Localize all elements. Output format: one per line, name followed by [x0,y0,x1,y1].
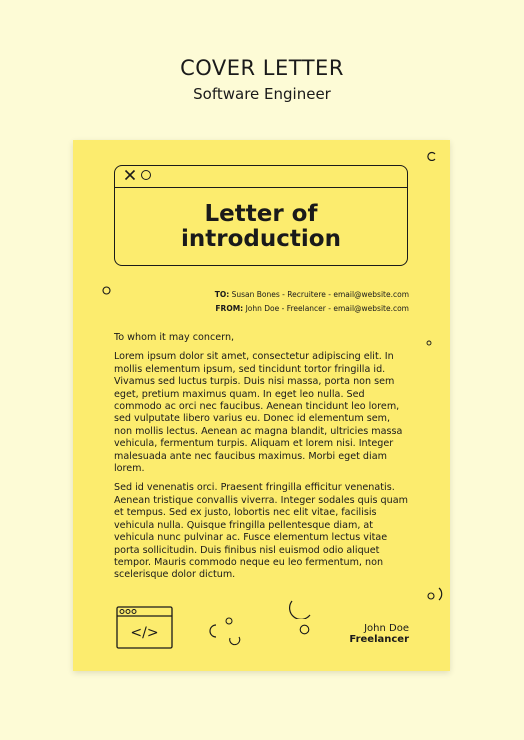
title-window [114,165,408,266]
from-text: John Doe - Freelancer - email@website.com [245,304,409,313]
deco-dot-icon [426,340,432,346]
paragraph-1: Lorem ipsum dolor sit amet, consectetur adipiscing elit. In mollis elementum ipsum, sed tincidunt tortor fringilla id. Vivamus sed luctus turpis. Duis nisi massa, porta non sem eget, pretium maximus quam. In eget leo nulla. Sed commodo ac orci nec faucibus. Aenean tincidunt leo lorem, sed vulputate libero varius eu. Donec id elementum sem, non mollis lectus. Aenean ac magna blandit, ultricies massa vehicula, fermentum turpis. Aliquam et lorem nisi. Integer malesuada ante nec faucibus maximus. Morbi eget diam lorem. [114,351,403,475]
header-title: COVER LETTER [180,56,344,80]
signature-name: John Doe [364,623,409,634]
signature-role: Freelancer [349,634,409,645]
from-line [215,304,409,313]
circle-icon [141,170,151,180]
deco-wave-icon [289,599,315,619]
deco-circle-icon [299,624,310,635]
deco-hook-icon [228,634,242,648]
close-x-icon [124,169,136,181]
deco-ring-arc-icon [423,584,443,604]
deco-ring-icon [102,286,111,295]
code-icon-text: </> [130,625,159,641]
from-label: FROM: [215,304,244,313]
deco-small-ring-icon [225,617,233,625]
window-title [115,202,407,252]
window-title-line2: introduction [181,226,341,252]
greeting: To whom it may concern, [114,332,235,343]
window-title-line1: Letter of [204,201,318,227]
to-label: TO: [214,290,230,299]
letter-body [114,332,409,589]
code-window-icon [116,606,173,649]
deco-arc-icon [427,151,437,161]
deco-c-arc-icon [205,623,219,639]
paragraph-2: Sed id venenatis orci. Praesent fringilla efficitur venenatis. Aenean tristique convallis viverra. Integer sodales quis quam et tempus. Sed ex justo, lobortis nec elit vitae, facilisis vehicula nulla. Quisque fringilla pellentesque diam, at vehicula nunc pulvinar ac. Fusce elementum lectus vitae porta sollicitudin. Duis finibus nisl euismod odio aliquet tempor. Mauris commodo neque eu leo fermentum, non scelerisque dolor dictum. [114,482,408,581]
header-subtitle: Software Engineer [193,85,331,103]
to-line [215,290,409,299]
to-text: Susan Bones - Recruitere - email@website.com [231,290,409,299]
letter-sheet [73,140,450,671]
window-bar-divider [115,187,407,188]
